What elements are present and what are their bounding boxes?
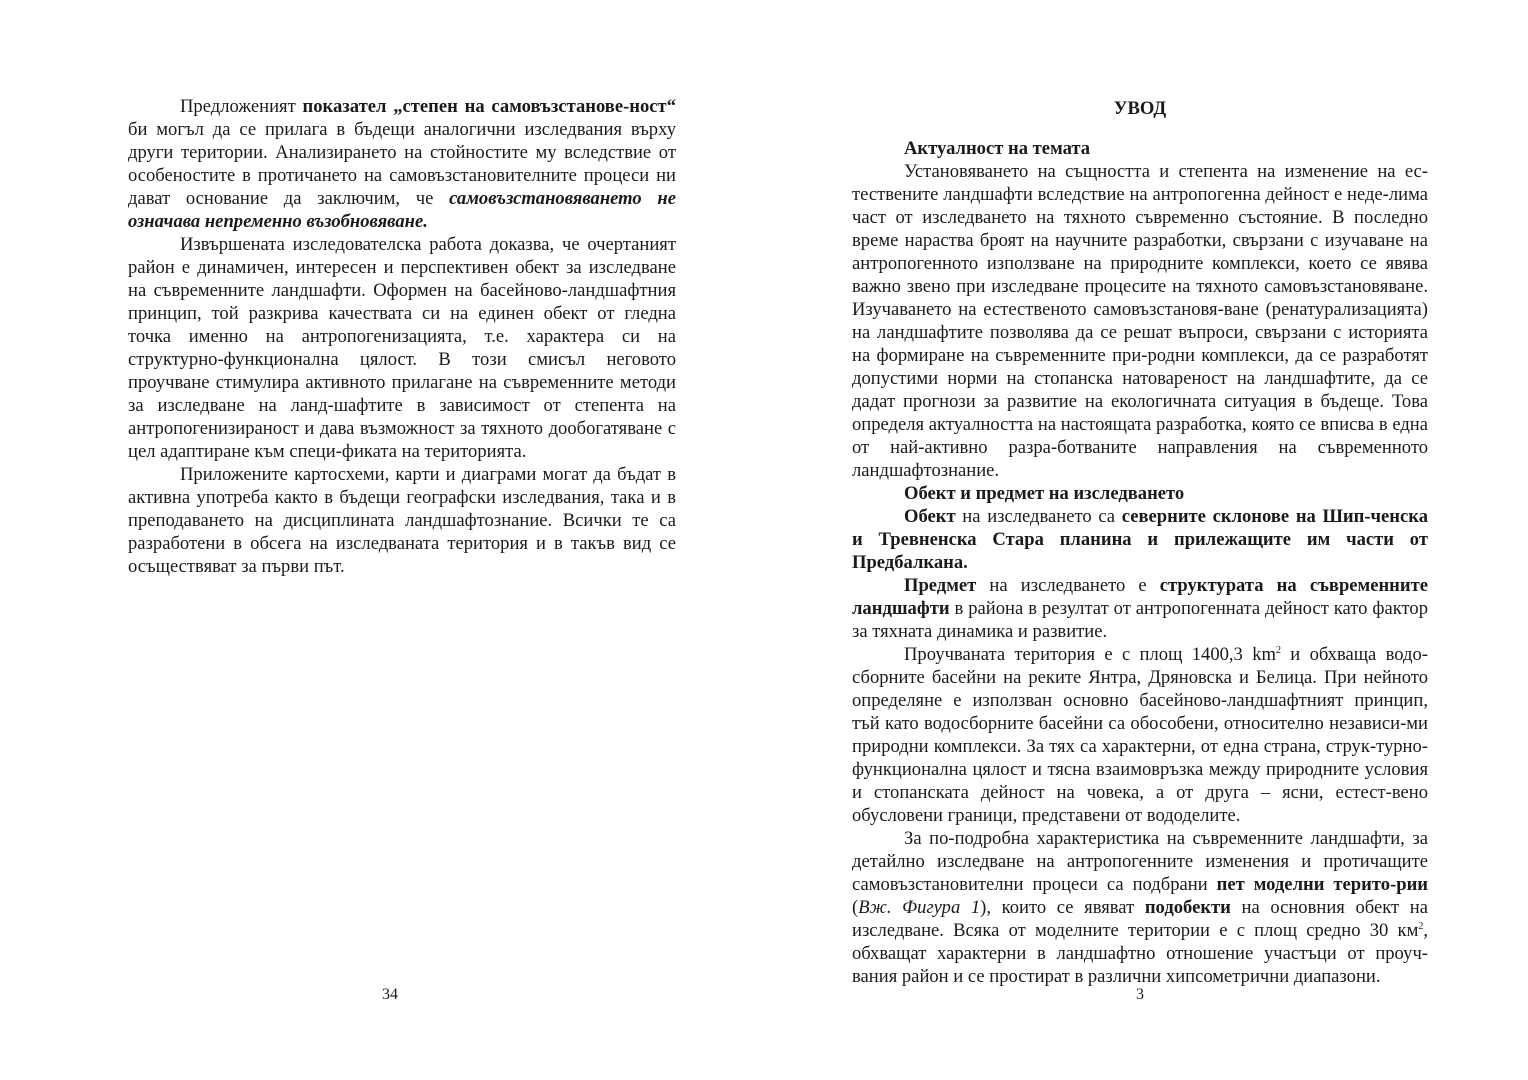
- italic-run: Вж. Фигура 1: [858, 897, 981, 918]
- page-number-right: 3: [1136, 986, 1144, 1003]
- text-run: , обхващат характерни в ландшафтно отношение участъци от проуч-вания район и се простират в различни хипсометрични диапазони.: [852, 920, 1428, 987]
- right-paragraph-1: Установяването на същността и степента на изменение на ес-тествените ландшафти вследствие на антропогенна дейност е неде-лима част от изследването на тяхното съвременно състояние. В последно време нараства броят на научните разработки, свързани с изучаване на антропогенното използване на природните комплекси, което се явява важно звено при изследване процесите на тяхното самовъзстановяване. Изучаването на естественото самовъзстановя-ване (ренатурализацията) на ландшафтите позволява да се решат въпроси, свързани с историята на формиране на съвременните при-родни комплекси, да се разработят допустими норми на стопанска натовареност на ландшафтите, да се дадат прогнози за развитие на екологичната ситуация в бъдеще. Това определя актуалността на настоящата разработка, която се вписва в една от най-активно разра-ботваните направления на съвременното ландшафтознание.: [852, 161, 1428, 481]
- superscript: 2: [1275, 644, 1281, 656]
- text-run: на изследването са: [955, 506, 1122, 527]
- text-run: би могъл да се прилага в бъдещи аналогични изследвания върху други територии. Анализирането на стойностите му вследствие от особеностите в протичането на самовъзстановителните процеси ни дават основание да заключим, че: [128, 119, 676, 209]
- bold-run: северните склонове на Шип-ченска и Тревненска Стара планина и прилежащите им части от Предбалкана.: [852, 506, 1428, 573]
- text-run: Предложеният: [180, 96, 303, 117]
- heading-text: Обект и предмет на изследването: [904, 483, 1185, 504]
- text-run: на основния обект на изследване. Всяка от моделните територии е с площ средно 30 км: [852, 897, 1428, 941]
- text-run: (: [852, 897, 859, 918]
- page-number-left: 34: [382, 986, 398, 1003]
- bold-italic-run: самовъзстановяването не означава непременно възобновяване.: [128, 188, 676, 232]
- text-run: Проучваната територия е с площ 1400,3 km: [904, 644, 1276, 665]
- right-paragraph-3: [852, 574, 1428, 643]
- text-run: на изследването е: [976, 575, 1160, 596]
- bold-run: Предмет: [904, 575, 977, 596]
- text-run: За по-подробна характеристика на съвременните ландшафти, за детайлно изследване на антропогенните изменения и протичащите самовъзстановителни процеси са подбрани: [852, 828, 1428, 895]
- left-paragraph-3: Приложените картосхеми, карти и диаграми могат да бъдат в активна употреба както в бъдещи географски изследвания, така и в преподаването на дисциплината ландшафтознание. Всички те са разработени в обсега на изследваната територия и в такъв вид се осъществяват за първи път.: [128, 464, 676, 577]
- text-run: в района в резултат от антропогенната дейност като фактор за тяхната динамика и развитие.: [852, 598, 1428, 642]
- bold-run: подобекти: [1144, 897, 1231, 918]
- bold-run: структурата на съвременните ландшафти: [852, 575, 1428, 619]
- left-text-column: [128, 95, 676, 578]
- right-paragraph-2: [852, 505, 1428, 574]
- left-paragraph-2: Извършената изследователска работа доказва, че очертаният район е динамичен, интересен и перспективен обект за изследване на съвременните ландшафти. Оформен на басейново-ландшафтния принцип, той разкрива качествата си на единен обект от гледна точка именно на антропогенизацията, т.е. характера си на структурно-функционална цялост. В този смисъл неговото проучване стимулира активното прилагане на съвременните методи за изследване на ланд-шафтите в зависимост от степента на антропогенизираност и дава възможност за тяхното дообогатяване с цел адаптиране към специ-фиката на територията.: [128, 234, 676, 462]
- text-run: и обхваща водо-сборните басейни на реките Янтра, Дряновска и Белица. При нейното определяне е използван основно басейново-ландшафтният принцип, тъй като водосборните басейни са обособени, относително независи-ми природни комплекси. За тях са характерни, от една страна, струк-турно-функционална цялост и тясна взаимовръзка между природните условия и стопанската дейност на човека, а от друга – ясни, естест-вено обусловени граници, представени от вододелите.: [852, 644, 1429, 826]
- text-run: ), които се явяват: [980, 897, 1145, 918]
- section-heading-object: [852, 482, 1428, 505]
- section-heading-relevance: [852, 137, 1428, 160]
- right-paragraph-5: [852, 827, 1428, 988]
- right-page: [764, 0, 1528, 1080]
- heading-text: Актуалност на темата: [904, 138, 1091, 159]
- chapter-title: УВОД: [1113, 98, 1167, 119]
- right-text-column: [852, 97, 1428, 988]
- bold-run: пет моделни терито-рии: [1216, 874, 1428, 895]
- superscript: 2: [1418, 920, 1424, 932]
- right-paragraph-4: [852, 643, 1428, 827]
- bold-run: показател „степен на самовъзстанове-ност“: [302, 96, 676, 117]
- bold-run: Обект: [904, 506, 956, 527]
- left-paragraph-1: [128, 95, 676, 233]
